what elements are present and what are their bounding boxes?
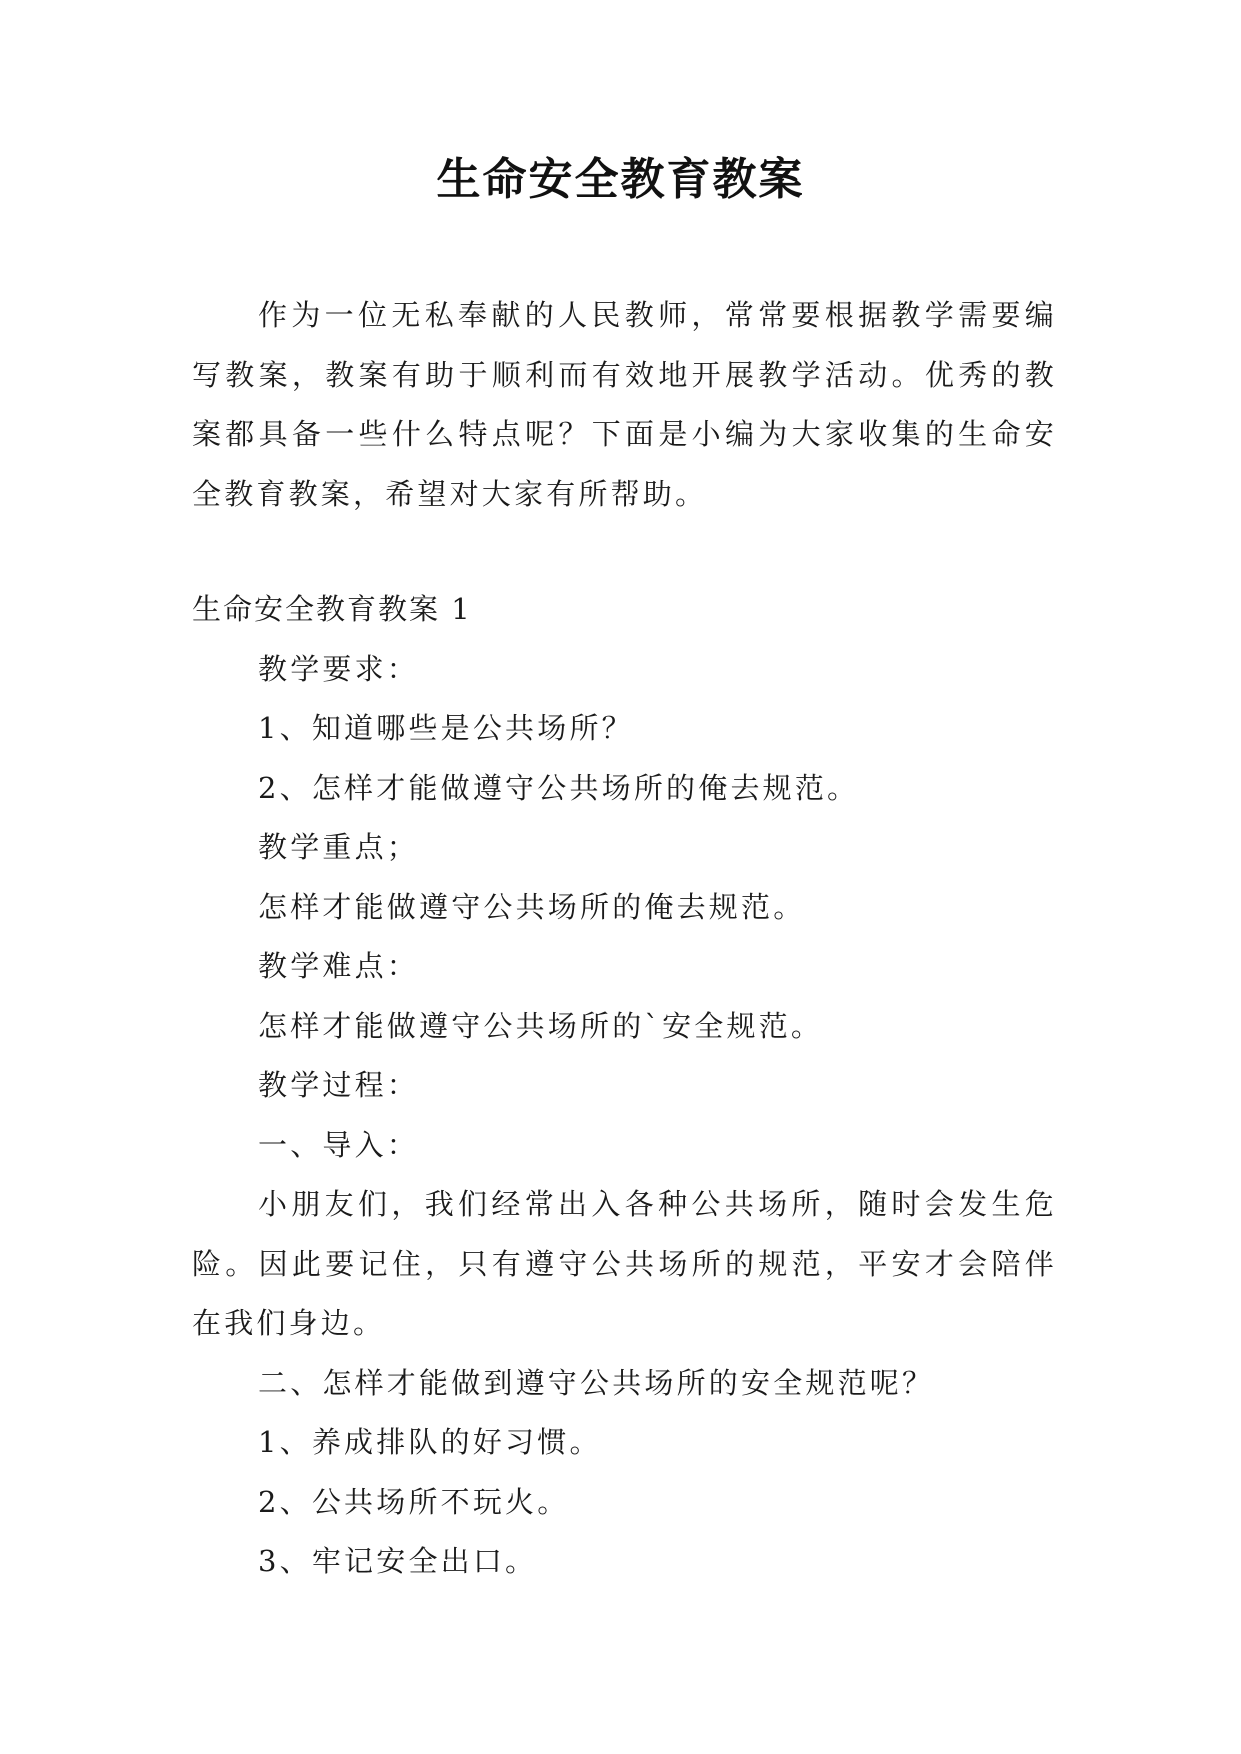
paragraph: 一、导入： [258, 1127, 420, 1162]
section-spacer [192, 524, 1057, 580]
paragraph: 教学难点： [258, 949, 420, 983]
section-heading: 生命安全教育教案 1 [192, 592, 472, 626]
paragraph: 教学过程： [258, 1068, 420, 1102]
paragraph: 1、知道哪些是公共场所？ [258, 711, 634, 745]
paragraph: 怎样才能做遵守公共场所的俺去规范。 [258, 889, 806, 924]
intro-paragraph: 作为一位无私奉献的人民教师，常常要根据教学需要编写教案，教案有助于顺利而有效地开展教学活动。优秀的教案都具备一些什么特点呢？下面是小编为大家收集的生命安全教育教案，希望对大家有所帮助。 [192, 298, 1057, 511]
paragraph: 2、公共场所不玩火。 [258, 1484, 570, 1519]
paragraph: 小朋友们，我们经常出入各种公共场所，随时会发生危险。因此要记住，只有遵守公共场所的规范，平安才会陪伴在我们身边。 [192, 1187, 1057, 1340]
paragraph: 3、牢记安全出口。 [258, 1544, 538, 1578]
document-title: 生命安全教育教案 [436, 154, 805, 205]
paragraph: 教学重点； [258, 830, 420, 864]
paragraph: 2、怎样才能做遵守公共场所的俺去规范。 [258, 770, 860, 805]
paragraph: 二、怎样才能做到遵守公共场所的安全规范呢？ [258, 1365, 935, 1400]
document-body [192, 286, 1057, 1592]
paragraph: 教学要求： [258, 651, 420, 686]
paragraph: 1、养成排队的好习惯。 [258, 1425, 602, 1459]
paragraph: 怎样才能做遵守公共场所的`安全规范。 [258, 1008, 824, 1043]
